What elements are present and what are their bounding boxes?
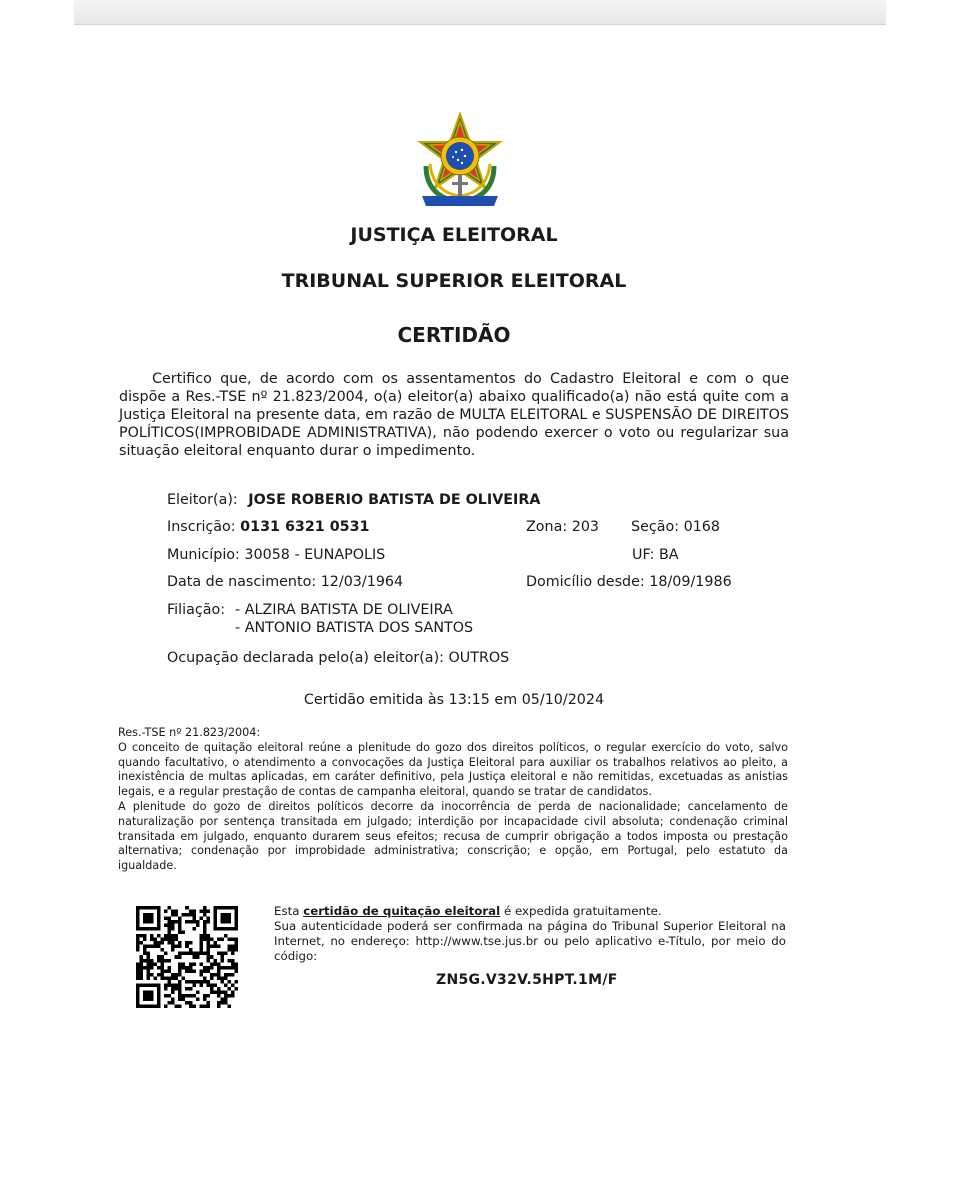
- occupation: Ocupação declarada pelo(a) eleitor(a): OUTROS: [167, 650, 510, 666]
- voter-name: JOSE ROBERIO BATISTA DE OLIVEIRA: [248, 492, 541, 508]
- court-title: TRIBUNAL SUPERIOR ELEITORAL: [281, 270, 627, 292]
- legal-reference: Res.-TSE nº 21.823/2004:: [118, 726, 261, 739]
- voter-name-row: [167, 492, 540, 508]
- certification-text: Certifico que, de acordo com os assentamentos do Cadastro Eleitoral e com o que dispõe a Res.-TSE nº 21.823/2004, o(a) eleitor(a) abaixo qualificado(a) não está quite com a Justiça Eleitoral na presente data, em razão de MULTA ELEITORAL e SUSPENSÃO DE DIREITOS POLÍTICOS(IMPROBIDADE ADMINISTRATIVA), não podendo exercer o voto ou regularizar sua situação eleitoral enquanto durar o impedimento.: [119, 371, 789, 459]
- verify-instructions: Sua autenticidade poderá ser confirmada na página do Tribunal Superior Eleitoral na Internet, no endereço: http://www.tse.jus.br ou pelo aplicativo e-Título, por meio do código:: [274, 919, 786, 963]
- verification-block: [274, 904, 786, 964]
- legal-paragraph-2: A plenitude do gozo de direitos políticos decorre da inocorrência de perda de nacionalidade; cancelamento de naturalização por sentença transitada em julgado; interdição por incapacidade civil absoluta; condenação criminal transitada em julgado, enquanto durarem seus efeitos; recusa de cumprir obrigação a todos imposta ou prestação alternativa; condenação por improbidade administrativa; conscrição; e opção, em Portugal, pelo estatuto da igualdade.: [118, 799, 788, 873]
- verify-text-post: é expedida gratuitamente.: [500, 904, 662, 918]
- domicile-since: Domicílio desde: 18/09/1986: [526, 574, 732, 590]
- uf: UF: BA: [632, 547, 679, 563]
- verification-code: ZN5G.V32V.5HPT.1M/F: [436, 972, 618, 988]
- issue-timestamp: Certidão emitida às 13:15 em 05/10/2024: [303, 692, 605, 708]
- inscricao-label: Inscrição:: [167, 519, 236, 535]
- birth-date: Data de nascimento: 12/03/1964: [167, 574, 404, 590]
- filiacao-label: Filiação:: [167, 602, 226, 618]
- brazil-coat-of-arms-icon: [412, 112, 508, 210]
- quitacao-link: certidão de quitação eleitoral: [303, 904, 501, 918]
- zona: Zona: 203: [526, 519, 600, 535]
- parent-father: - ANTONIO BATISTA DOS SANTOS: [235, 620, 474, 636]
- inscricao-row: [167, 519, 370, 535]
- legal-note: [118, 726, 788, 874]
- verify-text-pre: Esta: [274, 904, 304, 918]
- qr-code-icon: [136, 906, 238, 1008]
- municipio: Município: 30058 - EUNAPOLIS: [167, 547, 386, 563]
- secao: Seção: 0168: [631, 519, 720, 535]
- legal-paragraph-1: O conceito de quitação eleitoral reúne a plenitude do gozo dos direitos políticos, o regular exercício do voto, salvo quando facultativo, o atendimento a convocações da Justiça Eleitoral para auxiliar os trabalhos relativos ao pleito, a inexistência de multas aplicadas, em caráter definitivo, pela Justiça eleitoral e não remitidas, excetuadas as anistias legais, e a regular prestação de contas de campanha eleitoral, quando se tratar de candidatos.: [118, 740, 788, 799]
- inscricao-value: 0131 6321 0531: [240, 519, 370, 535]
- parent-mother: - ALZIRA BATISTA DE OLIVEIRA: [235, 602, 453, 618]
- org-title: JUSTIÇA ELEITORAL: [350, 224, 558, 246]
- document-title: CERTIDÃO: [397, 323, 511, 347]
- window-top-bar: [74, 0, 886, 25]
- voter-name-label: Eleitor(a):: [167, 492, 238, 508]
